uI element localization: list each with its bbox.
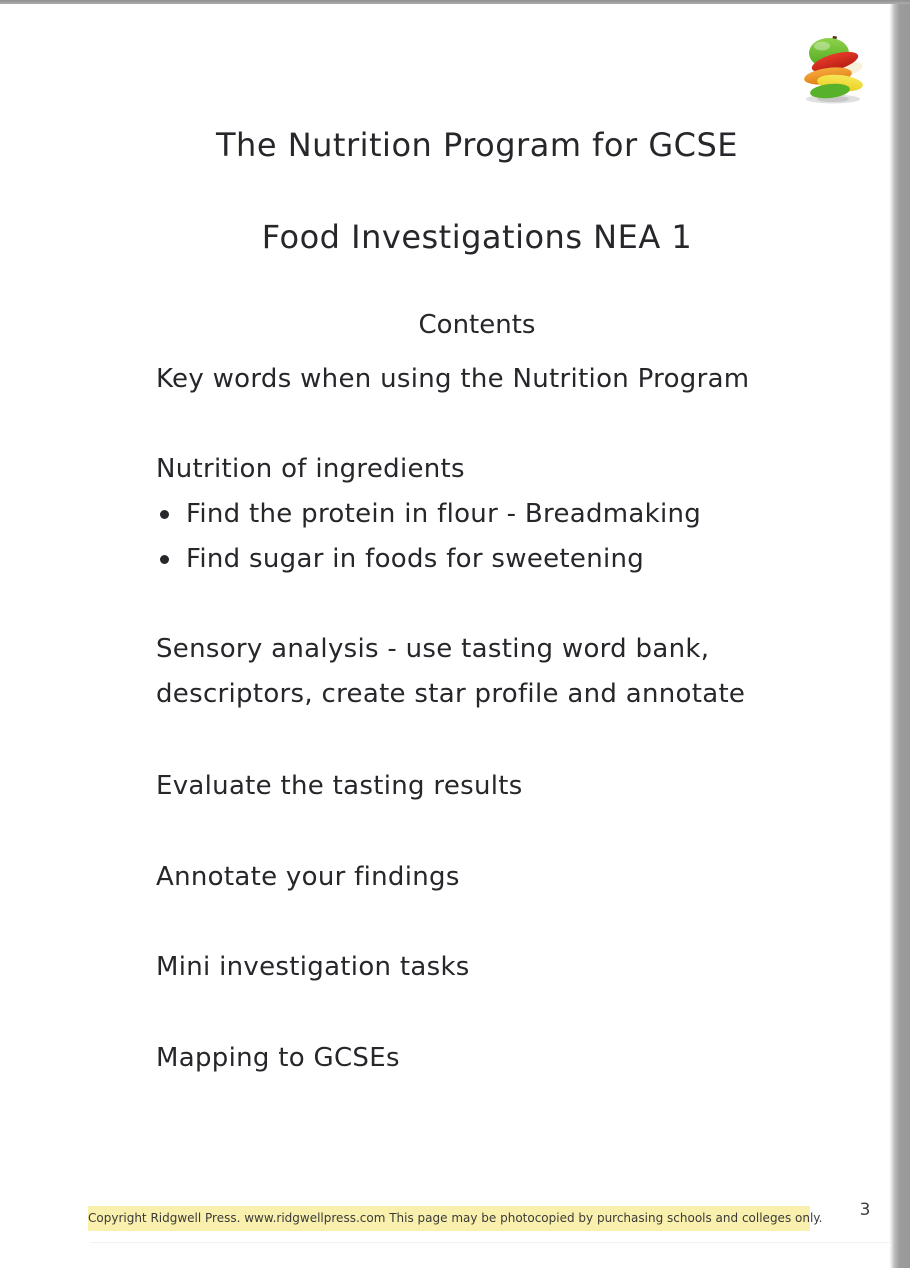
bullet-dot	[160, 510, 169, 519]
document-title: The Nutrition Program for GCSE	[216, 126, 738, 164]
contents-item	[156, 357, 749, 402]
copyright-notice: Copyright Ridgwell Press. www.ridgwellpress.com This page may be photocopied by purchasing schools and colleges only.	[88, 1206, 810, 1231]
page-number: 3	[859, 1200, 871, 1220]
contents-bullet-item	[158, 492, 701, 537]
contents-bullet-item	[158, 537, 644, 582]
contents-item-text: Sensory analysis - use tasting word bank, descriptors, create star profile and annotate	[156, 634, 746, 709]
contents-item-text: Mapping to GCSEs	[156, 1043, 400, 1073]
contents-item-text: Annotate your findings	[156, 862, 460, 892]
document-subtitle: Food Investigations NEA 1	[261, 218, 693, 256]
contents-item-text: Mini investigation tasks	[156, 952, 470, 982]
contents-item	[156, 855, 460, 900]
contents-item-text: Find sugar in foods for sweetening	[186, 544, 645, 574]
contents-item	[156, 945, 470, 990]
contents-item-text: Key words when using the Nutrition Program	[156, 364, 750, 394]
contents-item	[156, 627, 816, 717]
contents-item-text: Find the protein in flour - Breadmaking	[186, 499, 702, 529]
contents-item-text: Nutrition of ingredients	[156, 454, 465, 484]
contents-item	[156, 1036, 400, 1081]
contents-item	[156, 764, 523, 809]
page-boundary-line	[90, 1242, 892, 1243]
bullet-dot	[160, 555, 169, 564]
contents-item	[156, 447, 465, 492]
sliced-apple-logo	[797, 33, 871, 107]
window-top-edge	[0, 0, 910, 4]
contents-heading: Contents	[418, 310, 536, 340]
page-edge-strip	[890, 0, 910, 1268]
contents-item-text: Evaluate the tasting results	[156, 771, 523, 801]
